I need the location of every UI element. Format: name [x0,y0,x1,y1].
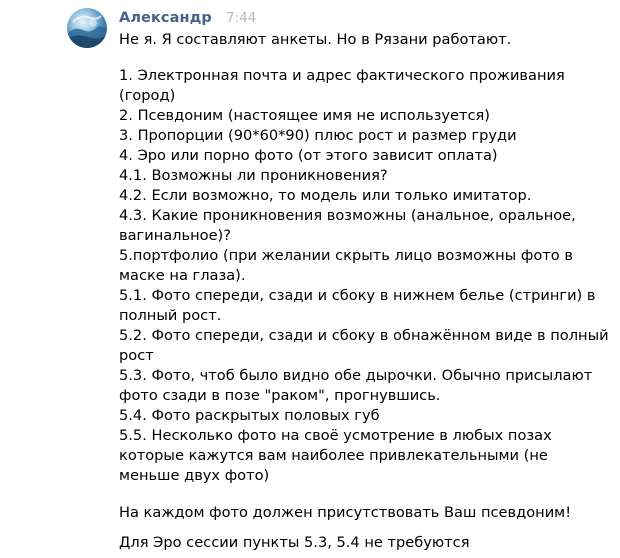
message-line: 4. Эро или порно фото (от этого зависит оплата) [119,147,498,164]
message-line: маске на глаза). [119,267,246,284]
message-line: 5.3. Фото, чтоб было видно обе дырочки. Обычно присылают [119,367,593,384]
message-time[interactable]: 7:44 [226,10,257,26]
message-line: (город) [119,87,176,104]
message-line: На каждом фото должен присутствовать Ваш псевдоним! [119,504,572,521]
message-line: вагинальное)? [119,227,231,244]
message-line: которые кажутся вам наиболее привлекательными (не [119,447,548,464]
message-line: Не я. Я составляют анкеты. Но в Рязани работают. [119,31,512,48]
author-name[interactable]: Александр [119,10,212,26]
message-line: 5.1. Фото спереди, сзади и сбоку в нижнем белье (стринги) в [119,287,596,304]
message-line: полный рост. [119,307,222,324]
message-line: 4.1. Возможны ли проникновения? [119,167,388,184]
avatar-image [67,8,107,48]
message-line: 4.2. Если возможно, то модель или только имитатор. [119,187,532,204]
message-line: меньше двух фото) [119,467,270,484]
message-line: 5.4. Фото раскрытых половых губ [119,407,380,424]
message-line: 1. Электронная почта и адрес фактического проживания [119,67,565,84]
message-line: фото сзади в позе "раком", прогнувшись. [119,387,441,404]
message-line: Для Эро сессии пункты 5.3, 5.4 не требуются [119,534,470,551]
message-line: 5.2. Фото спереди, сзади и сбоку в обнажённом виде в полный [119,327,609,344]
message-line: 3. Пропорции (90*60*90) плюс рост и размер груди [119,127,517,144]
message-line: 2. Псевдоним (настоящее имя не используется) [119,107,490,124]
message-line: 5.портфолио (при желании скрыть лицо возможны фото в [119,247,573,264]
message-line: рост [119,347,154,364]
message-header [119,7,256,27]
avatar[interactable] [67,8,107,48]
message-line: 4.3. Какие проникновения возможны (анальное, оральное, [119,207,576,224]
message-line: 5.5. Несколько фото на своё усмотрение в любых позах [119,427,552,444]
